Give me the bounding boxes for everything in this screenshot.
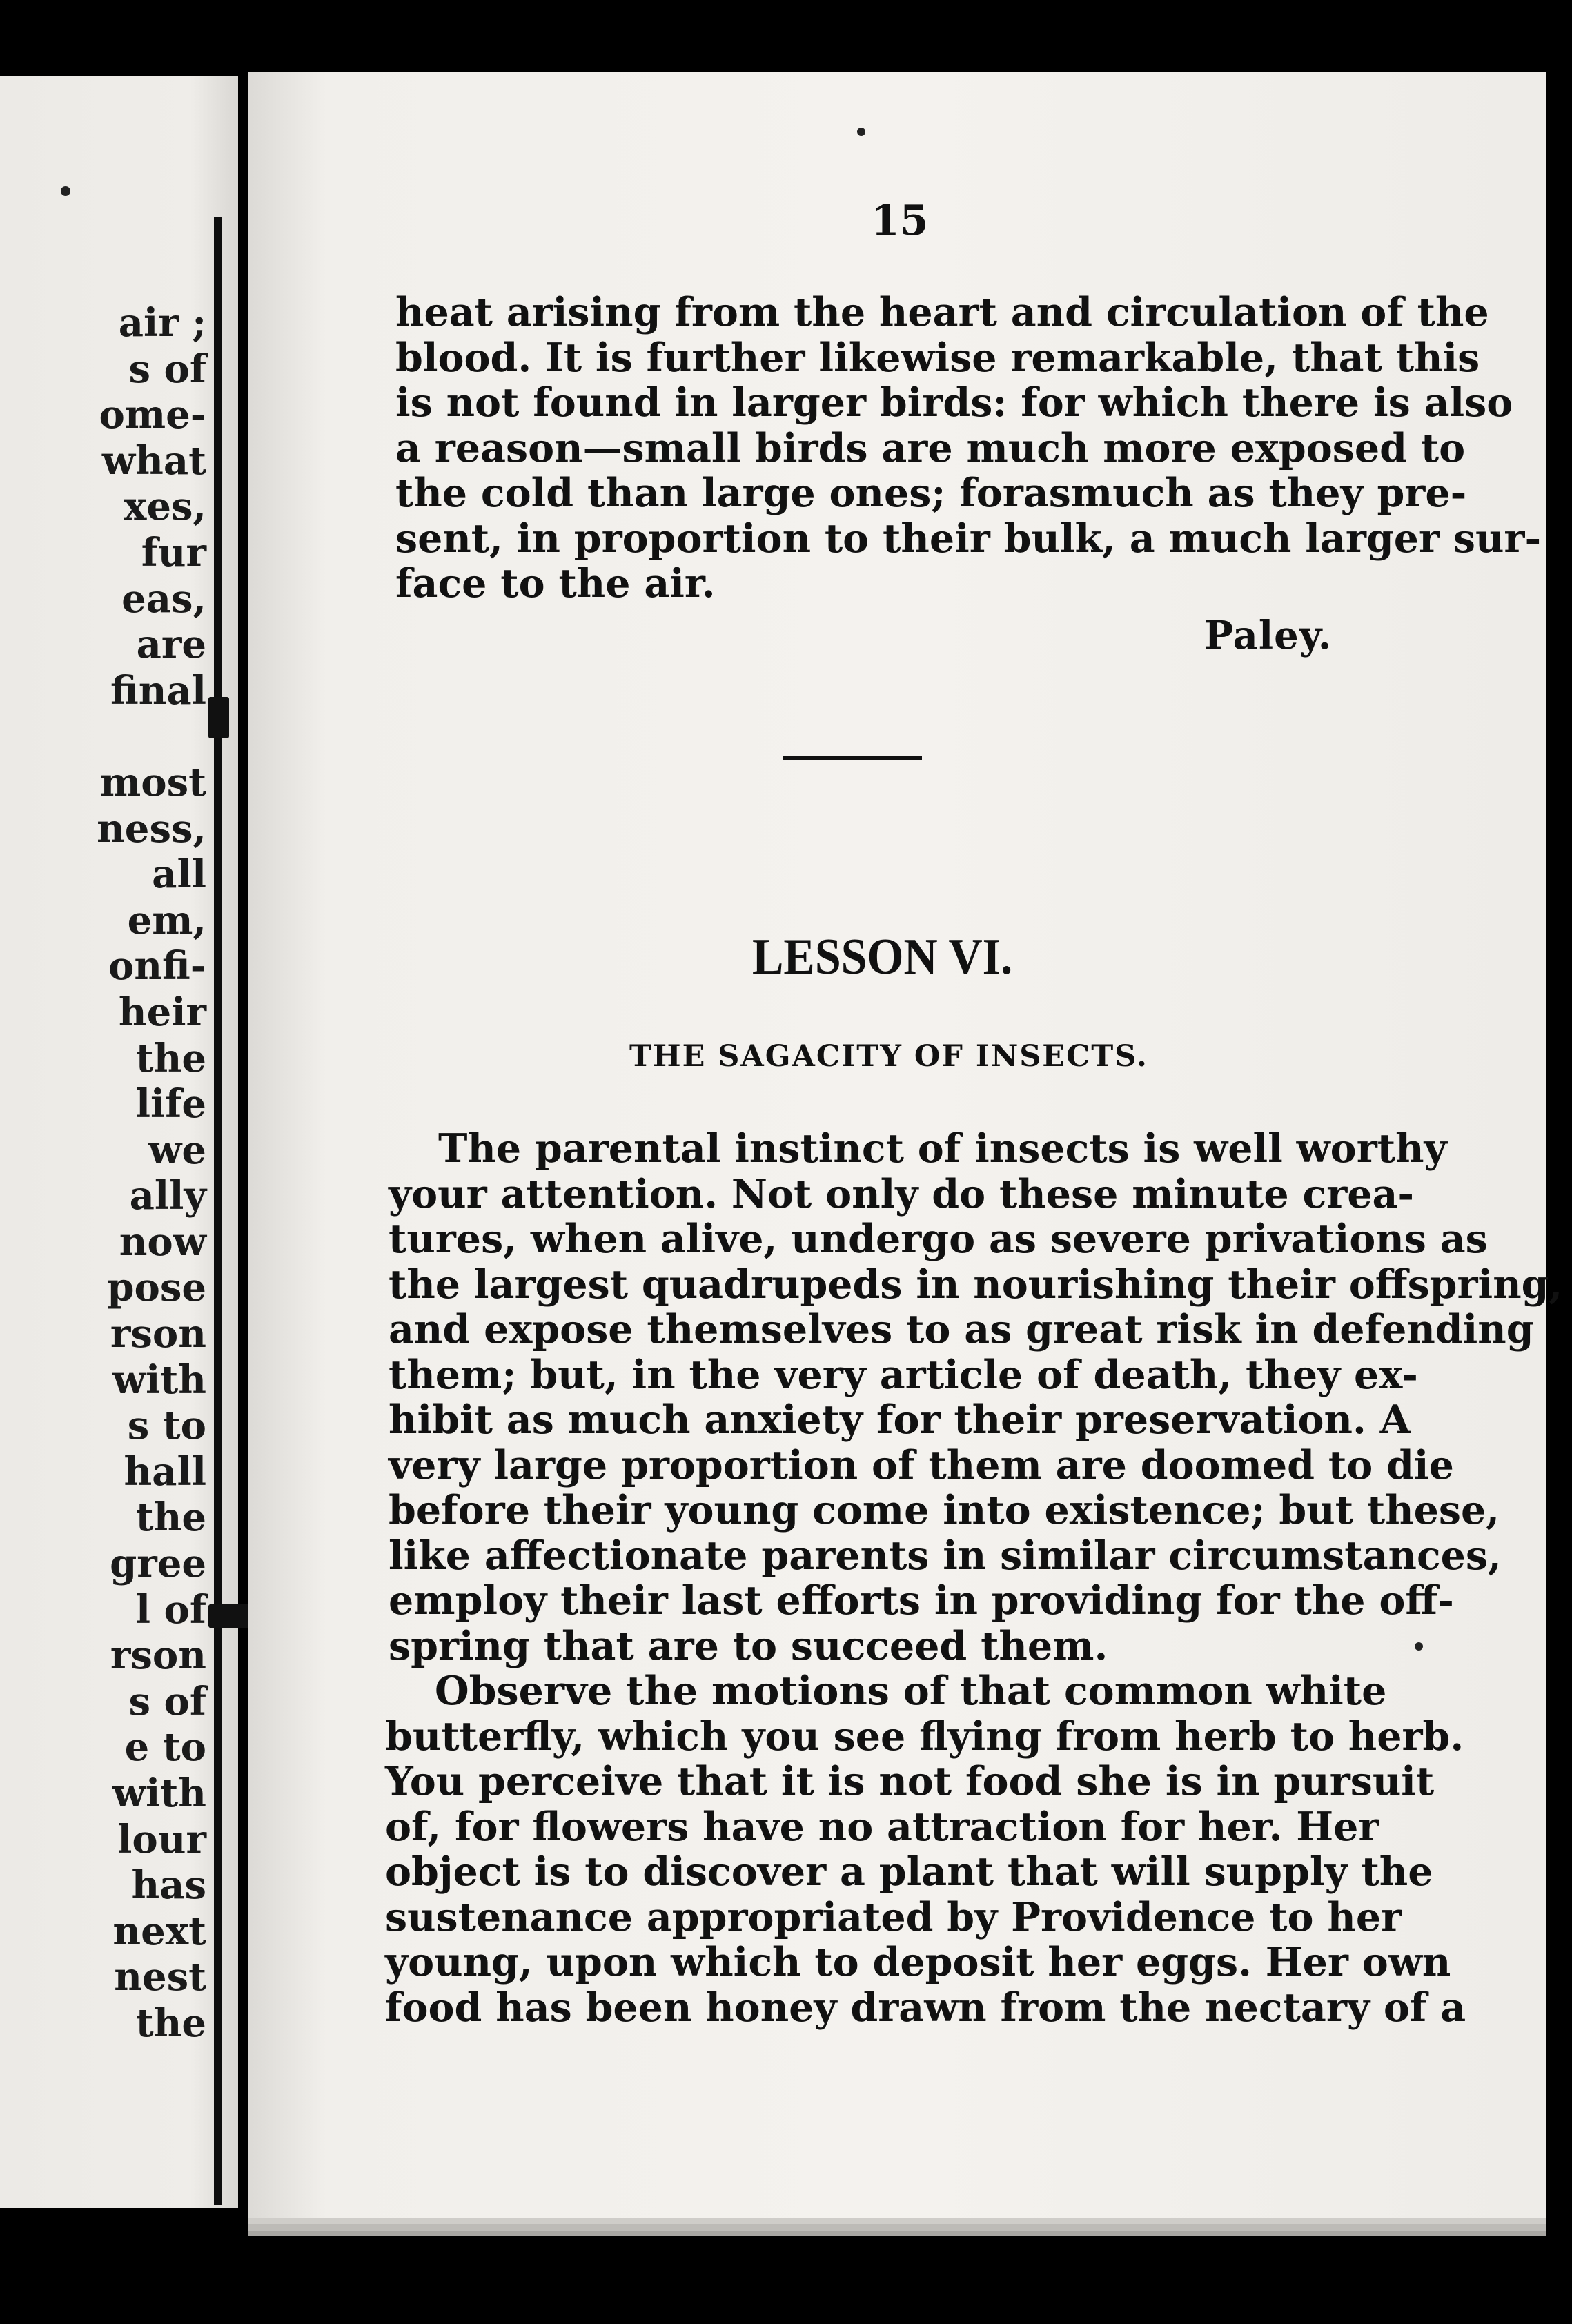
ink-dot: [1415, 1642, 1423, 1651]
left-page-fragment: next: [112, 1908, 206, 1954]
section-divider-rule: [783, 756, 922, 760]
left-page-fragment: rson: [110, 1311, 206, 1357]
left-page-fragment: s to: [127, 1403, 206, 1449]
binding-clip: [208, 697, 229, 738]
left-page-fragment: rson: [110, 1633, 206, 1679]
left-page-fragment: lour: [117, 1816, 206, 1862]
text-line: them; but, in the very article of death, they ex-: [389, 1351, 1418, 1398]
left-page-fragment: are: [136, 622, 206, 668]
text-line: tures, when alive, undergo as severe privations as: [389, 1216, 1488, 1262]
ink-dot: [61, 186, 70, 196]
text-line: blood. It is further likewise remarkable, that this: [395, 334, 1480, 381]
text-line: and expose themselves to as great risk in defending: [389, 1306, 1534, 1352]
page-number: 15: [871, 197, 929, 245]
text-line: Observe the motions of that common white: [435, 1668, 1387, 1714]
left-facing-page: [0, 76, 238, 2208]
left-page-fragment: the: [135, 1495, 206, 1541]
author-attribution: Paley.: [1204, 613, 1333, 658]
text-line: like affectionate parents in similar circumstances,: [389, 1532, 1502, 1579]
paragraph-1: [389, 1125, 1563, 1669]
continuation-paragraph: [395, 289, 1542, 607]
left-page-fragment: now: [119, 1219, 206, 1265]
left-page-fragment: most: [100, 759, 206, 805]
lesson-title: LESSON VI.: [752, 929, 1013, 985]
left-page-fragment: final: [110, 667, 206, 713]
left-page-fragment: with: [112, 1357, 206, 1403]
left-page-fragment: s of: [128, 346, 206, 392]
left-page-fragment: pose: [107, 1265, 206, 1311]
text-line: face to the air.: [395, 560, 716, 607]
text-line: very large proportion of them are doomed to die: [389, 1441, 1454, 1488]
left-page-fragment: xes,: [123, 484, 206, 530]
text-line: heat arising from the heart and circulation of the: [395, 289, 1489, 335]
left-page-fragment: the: [135, 1035, 206, 1081]
text-line: young, upon which to deposit her eggs. Her own: [385, 1939, 1451, 1985]
text-line: You perceive that it is not food she is in pursuit: [385, 1758, 1435, 1804]
book-spine: [214, 217, 222, 2205]
left-page-fragment: s of: [128, 1678, 206, 1724]
left-page-fragment: eas,: [121, 575, 206, 622]
left-page-fragment: nest: [114, 1954, 206, 2000]
left-page-fragment: what: [101, 437, 206, 484]
left-page-fragment: [97, 713, 206, 760]
text-line: employ their last efforts in providing for the off-: [389, 1577, 1454, 1624]
left-page-text-fragments: [97, 300, 206, 2047]
left-page-fragment: ness,: [97, 805, 206, 851]
left-page-fragment: hall: [124, 1448, 206, 1495]
text-line: the largest quadrupeds in nourishing their offspring,: [389, 1261, 1563, 1308]
text-line: before their young come into existence; but these,: [389, 1487, 1500, 1533]
text-line: sustenance appropriated by Providence to her: [385, 1893, 1402, 1940]
left-page-fragment: onfi-: [108, 943, 206, 989]
text-line: object is to discover a plant that will supply the: [385, 1849, 1433, 1895]
text-line: butterfly, which you see flying from herb to herb.: [385, 1713, 1464, 1760]
left-page-fragment: gree: [110, 1541, 206, 1587]
paragraph-2: [385, 1668, 1466, 2031]
text-line: your attention. Not only do these minute crea-: [389, 1170, 1415, 1217]
left-page-fragment: has: [131, 1862, 206, 1909]
left-page-fragment: with: [112, 1771, 206, 1816]
left-page-fragment: heir: [118, 989, 206, 1035]
left-page-fragment: all: [152, 851, 206, 898]
text-line: hibit as much anxiety for their preservation. A: [389, 1397, 1411, 1443]
ink-dot: [857, 128, 865, 136]
left-page-fragment: ome-: [99, 392, 206, 438]
left-page-fragment: the: [135, 2000, 206, 2046]
left-page-fragment: em,: [127, 897, 206, 943]
left-page-fragment: fur: [141, 529, 206, 575]
text-line: food has been honey drawn from the nectary of a: [385, 1984, 1466, 2031]
text-line: is not found in larger birds: for which there is also: [395, 380, 1513, 426]
left-page-fragment: ally: [129, 1173, 206, 1219]
text-line: of, for flowers have no attraction for her. Her: [385, 1803, 1379, 1850]
lesson-subtitle: THE SAGACITY OF INSECTS.: [629, 1039, 1148, 1074]
left-page-fragment: e to: [124, 1724, 206, 1771]
left-page-fragment: air ;: [118, 300, 206, 346]
left-page-fragment: life: [135, 1081, 206, 1127]
text-line: sent, in proportion to their bulk, a much larger sur-: [395, 515, 1542, 562]
left-page-fragment: we: [148, 1127, 206, 1173]
left-page-fragment: l of: [135, 1586, 206, 1633]
text-line: The parental instinct of insects is well worthy: [438, 1125, 1447, 1172]
text-line: spring that are to succeed them.: [389, 1622, 1108, 1669]
text-line: the cold than large ones; forasmuch as they pre-: [395, 470, 1467, 516]
text-line: a reason—small birds are much more exposed to: [395, 424, 1466, 471]
